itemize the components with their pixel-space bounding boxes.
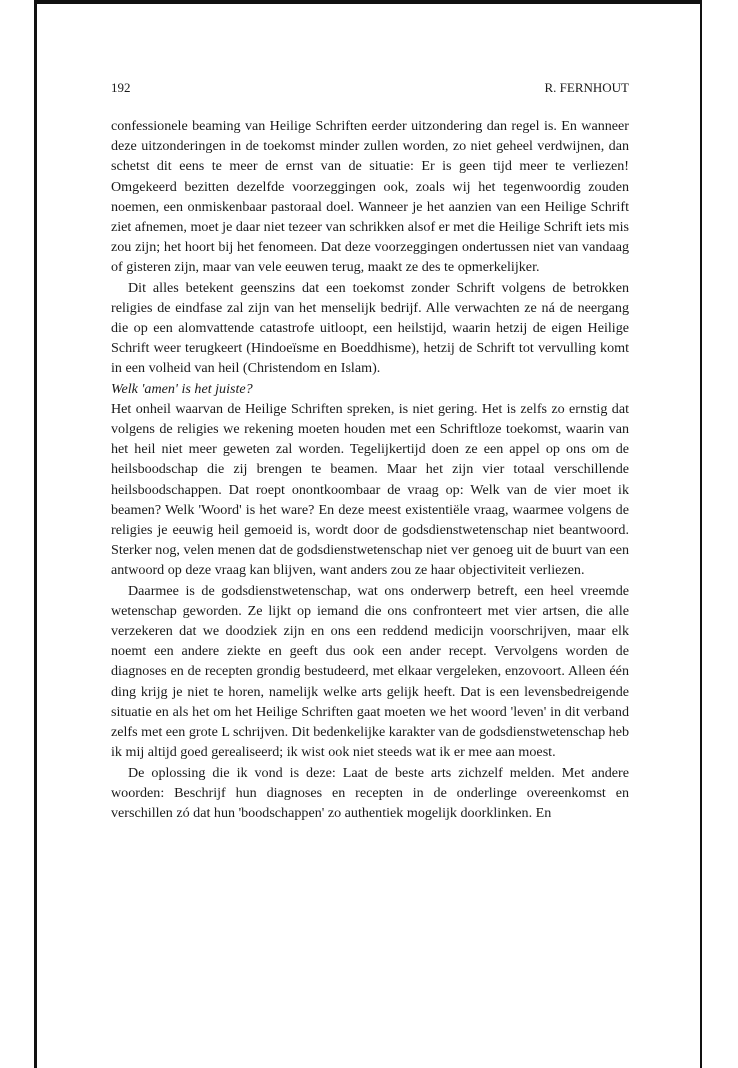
section-heading: Welk 'amen' is het juiste? xyxy=(111,380,253,397)
paragraph-1: confessionele beaming van Heilige Schriften eerder uitzondering dan regel is. En wanneer deze uitzonderingen in de toekomst minder zullen worden, zo niet geheel verdwijnen, dan schetst dit eens te meer de ernst van de situatie: Er is geen tijd meer te verliezen! Omgekeerd bezitten dezelfde voorzeggingen ook, zoals wij het tegenwoordig zouden noemen, een onmiskenbaar pastoraal doel. Wanneer je het aanzien van een Heilige Schrift ziet afnemen, moet je daar niet tezeer van schrikken alsof er met die Heilige Schrift iets mis zou zijn; het hoort bij het fenomeen. Dat deze voorzeggingen ondertussen niet van vandaag of gisteren zijn, maar van vele eeuwen terug, maakt ze des te opmerkelijker. xyxy=(111,118,629,276)
paragraph-5: De oplossing die ik vond is deze: Laat de beste arts zichzelf melden. Met andere woorden: Beschrijf hun diagnoses en recepten in de onderlinge overeenkomst en verschillen zó dat hun 'boodschappen' zo authentiek mogelijk doorklinken. En xyxy=(111,764,629,821)
page-header xyxy=(111,80,629,98)
scan-border-right xyxy=(700,0,702,1068)
scan-border-left xyxy=(34,0,37,1068)
body-text xyxy=(111,116,629,823)
paragraph-2: Dit alles betekent geenszins dat een toekomst zonder Schrift volgens de betrokken religies de eindfase zal zijn van het menselijk bedrijf. Alle verwachten ze ná de neergang die op een alomvattende catastrofe uitloopt, een heilstijd, waarin hetzij de eigen Heilige Schrift weer terugkeert (Hindoeïsme en Boeddhisme), hetzij de Schrift tot vervulling komt in een volheid van heil (Christendom en Islam). xyxy=(111,279,629,377)
scan-border-top xyxy=(34,0,702,4)
paragraph-4: Daarmee is de godsdienstwetenschap, wat ons onderwerp betreft, een heel vreemde wetenschap geworden. Ze lijkt op iemand die ons confronteert met vier artsen, die alle verzekeren dat we doodziek zijn en ons een reddend medicijn voorschrijven, maar elk noemt een andere ziekte en geeft dus ook een ander recept. Vervolgens worden de diagnoses en de recepten grondig bestudeerd, met elkaar vergeleken, enzovoort. Alleen één ding krijg je niet te horen, namelijk welke arts gelijk heeft. Dat is een levensbedreigende situatie en als het om het Heilige Schriften gaat moeten we het woord 'leven' in dit verband zelfs met een grote L schrijven. Dit bedenkelijke karakter van de godsdienstwetenschap heb ik mij altijd goed gerealiseerd; ik wist ook niet steeds wat ik er mee aan moest. xyxy=(111,582,630,761)
page-number: 192 xyxy=(111,80,131,95)
paragraph-3: Het onheil waarvan de Heilige Schriften spreken, is niet gering. Het is zelfs zo ernstig dat volgens de religies we rekening moeten houden met een Schriftloze toekomst, waarin van het heil niet meer geweten zal worden. Tegelijkertijd doen ze een appel op ons om de heilsboodschap die zij brengen te beamen. Maar het zijn vier totaal verschillende heilsboodschappen. Dat roept onontkoombaar de vraag op: Welk van de vier moet ik beamen? Welk 'Woord' is het ware? En deze meest existentiële vraag, waarmee volgens de religies je eeuwig heil gemoeid is, wordt door de godsdienstwetenschap niet beantwoord. Sterker nog, velen menen dat de godsdienstwetenschap niet ver genoeg uit de buurt van een antwoord op deze vraag kan blijven, want anders zou ze haar objectiviteit verliezen. xyxy=(111,400,629,579)
running-head-author: R. FERNHOUT xyxy=(544,80,629,95)
